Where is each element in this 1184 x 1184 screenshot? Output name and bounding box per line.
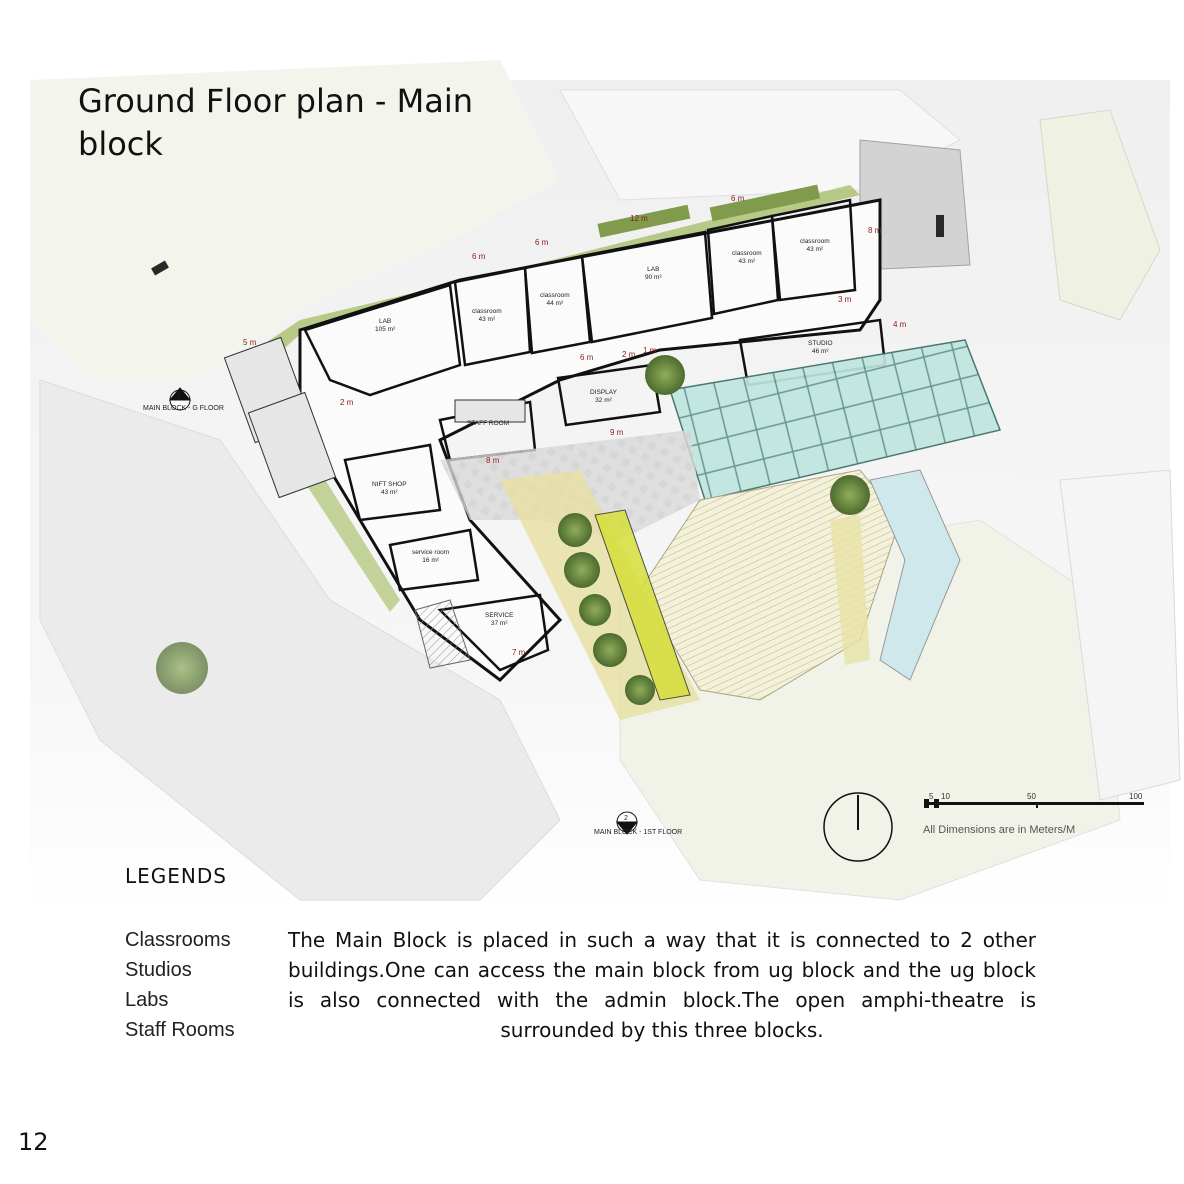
page-title: Ground Floor plan - Main block xyxy=(78,82,474,163)
room-label-staff-room: STAFF ROOM xyxy=(467,420,510,427)
section-marker-first-number: 2 xyxy=(624,815,628,822)
description-text: The Main Block is placed in such a way that it is connected to 2 other buildings.One can access the main block from ug block and the ug block is also connected with the admin block.The open amphi-theatre is surrounded by this three blocks. xyxy=(288,928,1036,1042)
dimension-label: 6 m xyxy=(472,252,486,261)
room-label-service-room: service room 16 m² xyxy=(412,549,450,564)
room-label-studio: STUDIO 46 m² xyxy=(808,340,833,355)
dimension-label: 3 m xyxy=(838,295,852,304)
legend-item: Studios xyxy=(125,959,192,981)
dimension-label: 6 m xyxy=(535,238,549,247)
room-label-display: DISPLAY 32 m² xyxy=(590,389,617,404)
dimension-label: 8 m xyxy=(486,456,500,465)
room-label-classroom-3: classroom 43 m² xyxy=(732,250,762,265)
room-label-lab-1: LAB 105 m² xyxy=(375,318,396,333)
dimension-label: 9 m xyxy=(610,428,624,437)
dimension-label: 2 m xyxy=(622,350,636,359)
legend-item: Labs xyxy=(125,989,169,1011)
scale-label: 50 xyxy=(1027,792,1036,801)
legend-list xyxy=(125,925,235,1045)
dimension-label: 8 m xyxy=(868,226,882,235)
scale-label: 5 xyxy=(929,792,934,801)
legend-heading: LEGENDS xyxy=(125,864,227,888)
page-number: 12 xyxy=(18,1128,49,1156)
dimension-label: 7 m xyxy=(512,648,526,657)
dimension-label: 6 m xyxy=(731,194,745,203)
legend-item: Staff Rooms xyxy=(125,1019,235,1041)
scale-label: 100 xyxy=(1129,792,1143,801)
dimension-label: 1 m xyxy=(643,346,657,355)
section-marker-ground-label: MAIN BLOCK - G FLOOR xyxy=(143,405,224,412)
room-label-classroom-4: classroom 43 m² xyxy=(800,238,830,253)
room-label-classroom-1: classroom 43 m² xyxy=(472,308,502,323)
dimension-label: 4 m xyxy=(893,320,907,329)
dimension-label: 5 m xyxy=(243,338,257,347)
legend-item: Classrooms xyxy=(125,929,231,951)
dimension-label: 12 m xyxy=(630,214,648,223)
room-label-service: SERVICE 37 m² xyxy=(485,612,514,627)
dimension-label: 6 m xyxy=(580,353,594,362)
section-marker-ground-number: 2 xyxy=(177,393,181,400)
dimension-label: 2 m xyxy=(340,398,354,407)
room-label-lab-2: LAB 90 m² xyxy=(645,266,662,281)
room-label-classroom-2: classroom 44 m² xyxy=(540,292,570,307)
section-marker-first-label: MAIN BLOCK - 1ST FLOOR xyxy=(594,829,683,836)
scale-label: 10 xyxy=(941,792,950,801)
room-label-nift-shop: NIFT SHOP 43 m² xyxy=(372,481,407,496)
dimension-note: All Dimensions are in Meters/M xyxy=(923,824,1076,836)
